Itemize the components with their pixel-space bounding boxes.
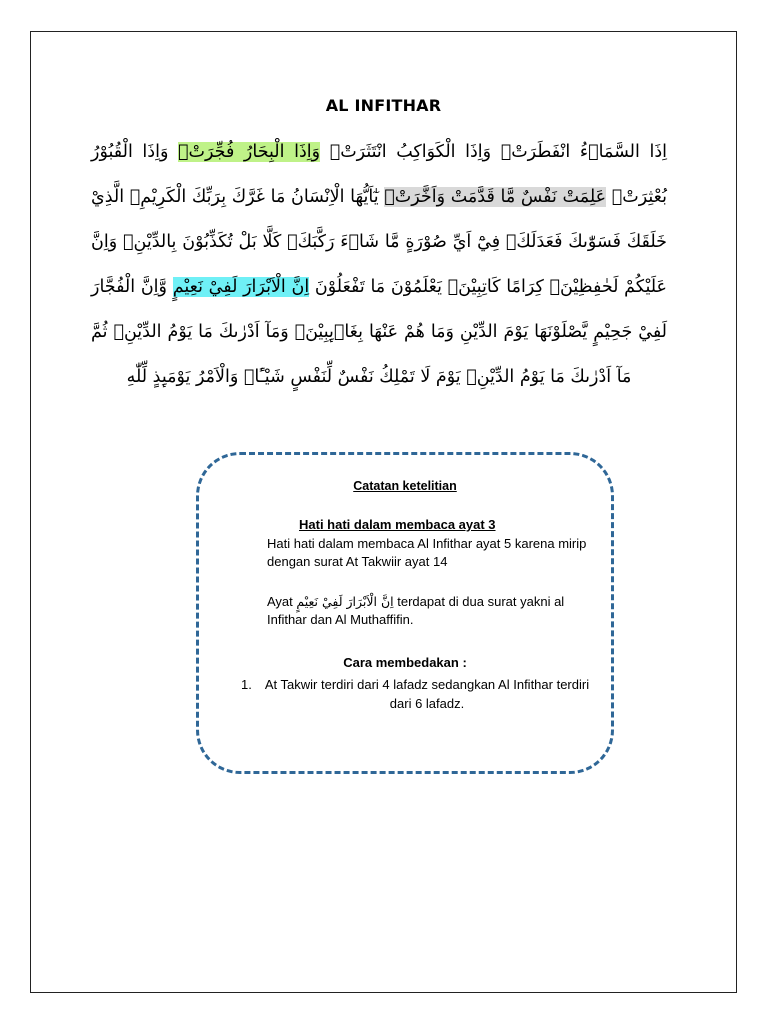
notes-box (196, 452, 614, 774)
notes-arabic-phrase: اِنَّ الْاَبْرَارَ لَفِيْ نَعِيْمٍ (296, 594, 394, 609)
notes-subtitle: Hati hati dalam membaca ayat 3 (299, 517, 496, 532)
arabic-segment-4: وَّاِنَّ الْفُجَّارَ لَفِيْ جَحِيْمٍ يَّصْلَوْنَهَا يَوْمَ الدِّيْنِ وَمَا هُمْ عَنْهَا بِغَاۤىِٕبِيْنَۗ وَمَآ اَدْرٰىكَ مَا يَوْمُ الدِّيْنِۙ ثُمَّ مَآ اَدْرٰىكَ مَا يَوْمُ الدِّيْنِۗ يَوْمَ لَا تَمْلِكُ نَفْسٌ لِّنَفْسٍ شَيْـًٔاۗ وَالْاَمْرُ يَوْمَىِٕذٍ لِّلّٰهِ (91, 277, 667, 387)
arabic-text (91, 130, 667, 400)
notes-heading: Cara membedakan : (343, 655, 467, 670)
document-title: AL INFITHAR (325, 96, 442, 115)
list-item (241, 675, 591, 713)
list-item-number: 1. (241, 677, 252, 692)
arabic-segment-2: وَاِذَا الْقُبُوْرُ بُعْثِرَتْۙ (91, 142, 667, 207)
arabic-highlight-gray: عَلِمَتْ نَفْسٌ مَّا قَدَّمَتْ وَاَخَّرَتْۗ (384, 187, 607, 207)
document-page (30, 31, 737, 993)
notes-paragraph-2 (267, 593, 587, 629)
notes-list (241, 675, 591, 713)
notes-paragraph-1: Hati hati dalam membaca Al Infithar ayat 5 karena mirip dengan surat At Takwiir ayat 14 (267, 536, 587, 569)
arabic-highlight-cyan: اِنَّ الْاَبْرَارَ لَفِيْ نَعِيْمٍ (172, 277, 310, 297)
notes-title: Catatan ketelitian (353, 479, 457, 493)
arabic-segment-1: اِذَا السَّمَاۤءُ انْفَطَرَتْۙ وَاِذَا الْكَوَاكِبُ انْتَثَرَتْۙ (329, 142, 667, 162)
notes-paragraph-2-suffix: terdapat di dua surat yakni al Infithar dan Al Muthaffifin. (267, 594, 565, 627)
arabic-highlight-green: وَاِذَا الْبِحَارُ فُجِّرَتْۙ (178, 142, 321, 162)
list-item-text: At Takwir terdiri dari 4 lafadz sedangkan Al Infithar terdiri dari 6 lafadz. (264, 677, 590, 711)
arabic-segment-3: يٰٓاَيُّهَا الْاِنْسَانُ مَا غَرَّكَ بِرَبِّكَ الْكَرِيْمِۙ الَّذِيْ خَلَقَكَ فَسَوّٰىكَ فَعَدَلَكَۙ فِيْٓ اَيِّ صُوْرَةٍ مَّا شَاۤءَ رَكَّبَكَۗ كَلَّا بَلْ تُكَذِّبُوْنَ بِالدِّيْنِۙ وَاِنَّ عَلَيْكُمْ لَحٰفِظِيْنَۙ كِرَامًا كَاتِبِيْنَۙ يَعْلَمُوْنَ مَا تَفْعَلُوْنَ (91, 187, 667, 297)
notes-paragraph-2-prefix: Ayat (267, 594, 293, 609)
